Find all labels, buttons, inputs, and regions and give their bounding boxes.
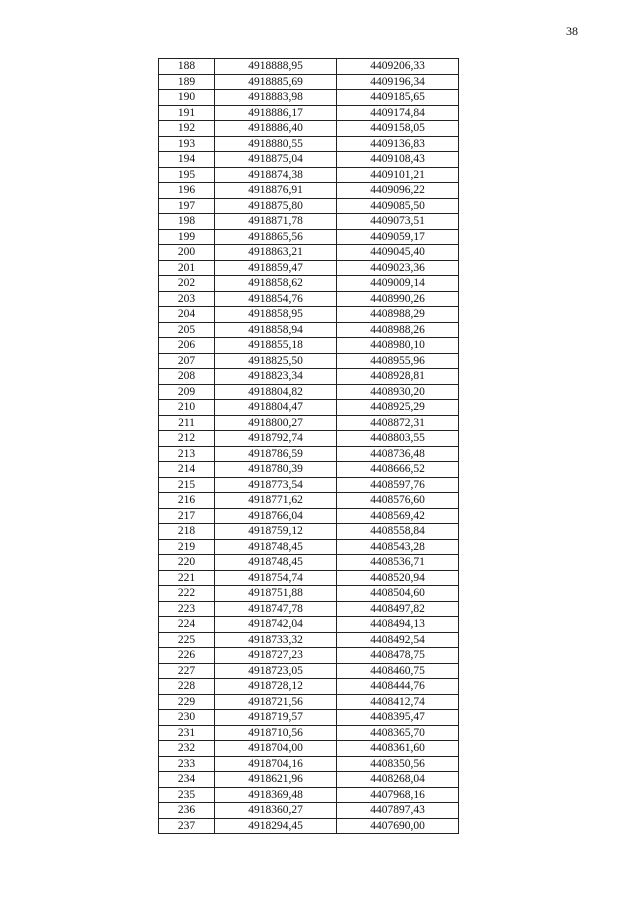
x-coordinate-cell: 4918727,23 <box>215 648 337 664</box>
y-coordinate-cell: 4409085,50 <box>337 198 459 214</box>
x-coordinate-cell: 4918621,96 <box>215 772 337 788</box>
x-coordinate-cell: 4918858,62 <box>215 276 337 292</box>
x-coordinate-cell: 4918886,17 <box>215 105 337 121</box>
y-coordinate-cell: 4408955,96 <box>337 353 459 369</box>
point-number-cell: 203 <box>159 291 215 307</box>
table-row <box>159 524 459 540</box>
coordinates-table <box>158 58 459 834</box>
point-number-cell: 202 <box>159 276 215 292</box>
point-number-cell: 217 <box>159 508 215 524</box>
point-number-cell: 219 <box>159 539 215 555</box>
point-number-cell: 220 <box>159 555 215 571</box>
table-row <box>159 710 459 726</box>
point-number-cell: 225 <box>159 632 215 648</box>
y-coordinate-cell: 4408988,29 <box>337 307 459 323</box>
x-coordinate-cell: 4918871,78 <box>215 214 337 230</box>
y-coordinate-cell: 4409136,83 <box>337 136 459 152</box>
point-number-cell: 211 <box>159 415 215 431</box>
x-coordinate-cell: 4918766,04 <box>215 508 337 524</box>
y-coordinate-cell: 4408980,10 <box>337 338 459 354</box>
table-row <box>159 276 459 292</box>
x-coordinate-cell: 4918719,57 <box>215 710 337 726</box>
y-coordinate-cell: 4408365,70 <box>337 725 459 741</box>
y-coordinate-cell: 4408930,20 <box>337 384 459 400</box>
table-row <box>159 400 459 416</box>
x-coordinate-cell: 4918888,95 <box>215 59 337 75</box>
table-row <box>159 338 459 354</box>
table-row <box>159 508 459 524</box>
point-number-cell: 216 <box>159 493 215 509</box>
table-row <box>159 787 459 803</box>
x-coordinate-cell: 4918858,94 <box>215 322 337 338</box>
table-row <box>159 105 459 121</box>
y-coordinate-cell: 4409023,36 <box>337 260 459 276</box>
y-coordinate-cell: 4409108,43 <box>337 152 459 168</box>
y-coordinate-cell: 4408492,54 <box>337 632 459 648</box>
table-row <box>159 384 459 400</box>
x-coordinate-cell: 4918865,56 <box>215 229 337 245</box>
x-coordinate-cell: 4918883,98 <box>215 90 337 106</box>
point-number-cell: 197 <box>159 198 215 214</box>
table-row <box>159 586 459 602</box>
y-coordinate-cell: 4408494,13 <box>337 617 459 633</box>
table-row <box>159 803 459 819</box>
table-row <box>159 493 459 509</box>
x-coordinate-cell: 4918723,05 <box>215 663 337 679</box>
y-coordinate-cell: 4408444,76 <box>337 679 459 695</box>
y-coordinate-cell: 4409158,05 <box>337 121 459 137</box>
table-row <box>159 229 459 245</box>
point-number-cell: 210 <box>159 400 215 416</box>
x-coordinate-cell: 4918800,27 <box>215 415 337 431</box>
x-coordinate-cell: 4918759,12 <box>215 524 337 540</box>
point-number-cell: 222 <box>159 586 215 602</box>
table-row <box>159 446 459 462</box>
x-coordinate-cell: 4918294,45 <box>215 818 337 834</box>
point-number-cell: 234 <box>159 772 215 788</box>
x-coordinate-cell: 4918880,55 <box>215 136 337 152</box>
x-coordinate-cell: 4918704,16 <box>215 756 337 772</box>
point-number-cell: 235 <box>159 787 215 803</box>
table-row <box>159 818 459 834</box>
x-coordinate-cell: 4918710,56 <box>215 725 337 741</box>
x-coordinate-cell: 4918733,32 <box>215 632 337 648</box>
x-coordinate-cell: 4918863,21 <box>215 245 337 261</box>
x-coordinate-cell: 4918754,74 <box>215 570 337 586</box>
table-row <box>159 632 459 648</box>
table-row <box>159 214 459 230</box>
point-number-cell: 213 <box>159 446 215 462</box>
point-number-cell: 233 <box>159 756 215 772</box>
point-number-cell: 198 <box>159 214 215 230</box>
table-row <box>159 462 459 478</box>
point-number-cell: 212 <box>159 431 215 447</box>
y-coordinate-cell: 4408988,26 <box>337 322 459 338</box>
point-number-cell: 236 <box>159 803 215 819</box>
point-number-cell: 218 <box>159 524 215 540</box>
y-coordinate-cell: 4408460,75 <box>337 663 459 679</box>
point-number-cell: 204 <box>159 307 215 323</box>
y-coordinate-cell: 4408412,74 <box>337 694 459 710</box>
x-coordinate-cell: 4918748,45 <box>215 539 337 555</box>
table-row <box>159 741 459 757</box>
point-number-cell: 188 <box>159 59 215 75</box>
y-coordinate-cell: 4408576,60 <box>337 493 459 509</box>
point-number-cell: 200 <box>159 245 215 261</box>
point-number-cell: 189 <box>159 74 215 90</box>
x-coordinate-cell: 4918885,69 <box>215 74 337 90</box>
table-row <box>159 415 459 431</box>
table-row <box>159 136 459 152</box>
y-coordinate-cell: 4407690,00 <box>337 818 459 834</box>
table-row <box>159 555 459 571</box>
table-row <box>159 617 459 633</box>
x-coordinate-cell: 4918855,18 <box>215 338 337 354</box>
table-row <box>159 353 459 369</box>
point-number-cell: 209 <box>159 384 215 400</box>
y-coordinate-cell: 4408536,71 <box>337 555 459 571</box>
y-coordinate-cell: 4408350,56 <box>337 756 459 772</box>
y-coordinate-cell: 4408520,94 <box>337 570 459 586</box>
table-row <box>159 431 459 447</box>
y-coordinate-cell: 4407897,43 <box>337 803 459 819</box>
table-row <box>159 725 459 741</box>
y-coordinate-cell: 4408990,26 <box>337 291 459 307</box>
y-coordinate-cell: 4409045,40 <box>337 245 459 261</box>
point-number-cell: 226 <box>159 648 215 664</box>
coordinates-table-body <box>159 59 459 834</box>
point-number-cell: 205 <box>159 322 215 338</box>
point-number-cell: 223 <box>159 601 215 617</box>
point-number-cell: 232 <box>159 741 215 757</box>
x-coordinate-cell: 4918360,27 <box>215 803 337 819</box>
x-coordinate-cell: 4918875,04 <box>215 152 337 168</box>
point-number-cell: 195 <box>159 167 215 183</box>
point-number-cell: 215 <box>159 477 215 493</box>
y-coordinate-cell: 4409059,17 <box>337 229 459 245</box>
x-coordinate-cell: 4918742,04 <box>215 617 337 633</box>
point-number-cell: 207 <box>159 353 215 369</box>
table-row <box>159 183 459 199</box>
table-row <box>159 152 459 168</box>
point-number-cell: 221 <box>159 570 215 586</box>
point-number-cell: 229 <box>159 694 215 710</box>
table-row <box>159 59 459 75</box>
point-number-cell: 192 <box>159 121 215 137</box>
point-number-cell: 237 <box>159 818 215 834</box>
x-coordinate-cell: 4918786,59 <box>215 446 337 462</box>
point-number-cell: 196 <box>159 183 215 199</box>
point-number-cell: 208 <box>159 369 215 385</box>
table-row <box>159 539 459 555</box>
point-number-cell: 194 <box>159 152 215 168</box>
point-number-cell: 201 <box>159 260 215 276</box>
y-coordinate-cell: 4408395,47 <box>337 710 459 726</box>
page-number: 38 <box>566 24 578 38</box>
y-coordinate-cell: 4409185,65 <box>337 90 459 106</box>
x-coordinate-cell: 4918751,88 <box>215 586 337 602</box>
y-coordinate-cell: 4408925,29 <box>337 400 459 416</box>
y-coordinate-cell: 4408497,82 <box>337 601 459 617</box>
x-coordinate-cell: 4918773,54 <box>215 477 337 493</box>
point-number-cell: 206 <box>159 338 215 354</box>
table-row <box>159 260 459 276</box>
table-row <box>159 307 459 323</box>
table-row <box>159 694 459 710</box>
table-row <box>159 570 459 586</box>
x-coordinate-cell: 4918886,40 <box>215 121 337 137</box>
x-coordinate-cell: 4918854,76 <box>215 291 337 307</box>
point-number-cell: 199 <box>159 229 215 245</box>
y-coordinate-cell: 4408504,60 <box>337 586 459 602</box>
y-coordinate-cell: 4409174,84 <box>337 105 459 121</box>
x-coordinate-cell: 4918874,38 <box>215 167 337 183</box>
y-coordinate-cell: 4408268,04 <box>337 772 459 788</box>
table-row <box>159 245 459 261</box>
table-row <box>159 477 459 493</box>
x-coordinate-cell: 4918875,80 <box>215 198 337 214</box>
y-coordinate-cell: 4408872,31 <box>337 415 459 431</box>
point-number-cell: 231 <box>159 725 215 741</box>
x-coordinate-cell: 4918748,45 <box>215 555 337 571</box>
y-coordinate-cell: 4409206,33 <box>337 59 459 75</box>
table-row <box>159 369 459 385</box>
table-row <box>159 74 459 90</box>
point-number-cell: 227 <box>159 663 215 679</box>
y-coordinate-cell: 4407968,16 <box>337 787 459 803</box>
x-coordinate-cell: 4918747,78 <box>215 601 337 617</box>
table-row <box>159 663 459 679</box>
x-coordinate-cell: 4918792,74 <box>215 431 337 447</box>
y-coordinate-cell: 4409096,22 <box>337 183 459 199</box>
y-coordinate-cell: 4409073,51 <box>337 214 459 230</box>
y-coordinate-cell: 4408666,52 <box>337 462 459 478</box>
y-coordinate-cell: 4408736,48 <box>337 446 459 462</box>
y-coordinate-cell: 4408803,55 <box>337 431 459 447</box>
x-coordinate-cell: 4918858,95 <box>215 307 337 323</box>
x-coordinate-cell: 4918804,82 <box>215 384 337 400</box>
x-coordinate-cell: 4918771,62 <box>215 493 337 509</box>
x-coordinate-cell: 4918704,00 <box>215 741 337 757</box>
y-coordinate-cell: 4408928,81 <box>337 369 459 385</box>
x-coordinate-cell: 4918804,47 <box>215 400 337 416</box>
point-number-cell: 191 <box>159 105 215 121</box>
point-number-cell: 190 <box>159 90 215 106</box>
x-coordinate-cell: 4918369,48 <box>215 787 337 803</box>
table-row <box>159 291 459 307</box>
y-coordinate-cell: 4408558,84 <box>337 524 459 540</box>
point-number-cell: 193 <box>159 136 215 152</box>
table-row <box>159 167 459 183</box>
table-row <box>159 322 459 338</box>
table-row <box>159 198 459 214</box>
y-coordinate-cell: 4408361,60 <box>337 741 459 757</box>
y-coordinate-cell: 4409009,14 <box>337 276 459 292</box>
point-number-cell: 214 <box>159 462 215 478</box>
y-coordinate-cell: 4409196,34 <box>337 74 459 90</box>
table-row <box>159 756 459 772</box>
y-coordinate-cell: 4408543,28 <box>337 539 459 555</box>
table-row <box>159 121 459 137</box>
x-coordinate-cell: 4918721,56 <box>215 694 337 710</box>
table-row <box>159 601 459 617</box>
table-row <box>159 772 459 788</box>
table-row <box>159 679 459 695</box>
x-coordinate-cell: 4918780,39 <box>215 462 337 478</box>
x-coordinate-cell: 4918823,34 <box>215 369 337 385</box>
point-number-cell: 228 <box>159 679 215 695</box>
point-number-cell: 230 <box>159 710 215 726</box>
table-row <box>159 648 459 664</box>
x-coordinate-cell: 4918876,91 <box>215 183 337 199</box>
point-number-cell: 224 <box>159 617 215 633</box>
x-coordinate-cell: 4918825,50 <box>215 353 337 369</box>
x-coordinate-cell: 4918859,47 <box>215 260 337 276</box>
x-coordinate-cell: 4918728,12 <box>215 679 337 695</box>
y-coordinate-cell: 4408569,42 <box>337 508 459 524</box>
y-coordinate-cell: 4409101,21 <box>337 167 459 183</box>
y-coordinate-cell: 4408478,75 <box>337 648 459 664</box>
table-row <box>159 90 459 106</box>
y-coordinate-cell: 4408597,76 <box>337 477 459 493</box>
